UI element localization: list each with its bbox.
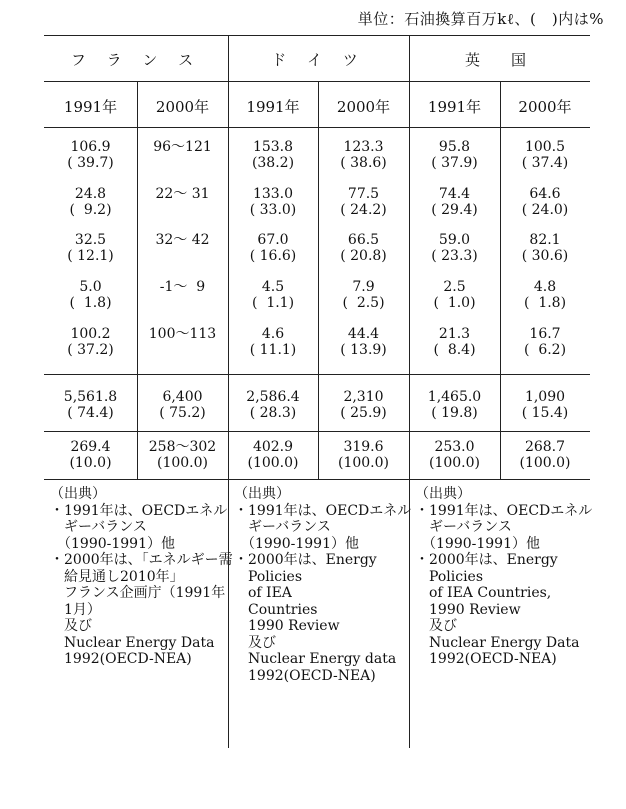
- cell-r0-uk00: 100.5 ( 37.4): [521, 139, 569, 171]
- year-de-2000: 2000年: [336, 98, 391, 116]
- cell-r0-uk91: 95.8 ( 37.9): [431, 139, 478, 171]
- cell-r4-de00: 44.4 ( 13.9): [340, 326, 387, 358]
- cell-r3-de91: 4.5 ( 1.1): [251, 279, 295, 311]
- country-france: フ ラ ン ス: [70, 51, 202, 69]
- cell-total-uk91: 253.0 (100.0): [428, 439, 480, 471]
- rule-years: [44, 127, 590, 128]
- cell-r3-uk00: 4.8 ( 1.8): [523, 279, 567, 311]
- cell-r2-fr00: 32～ 42: [155, 232, 210, 248]
- cell-total2-uk91: 1,465.0 ( 19.8): [427, 389, 482, 421]
- cell-r1-uk00: 64.6 ( 24.0): [521, 186, 569, 218]
- cell-r0-fr00: 96～121: [153, 139, 212, 155]
- source-germany: （出典） ・1991年は、OECDエネル ギーバランス （1990-1991）他 ・2000年は、Energy Policies of IEA Countries 1990 Review 及び Nuclear Energy data 1992(OECD-NEA): [234, 486, 412, 684]
- rule-body-end: [44, 374, 590, 375]
- rule-country: [44, 81, 590, 82]
- cell-r1-uk91: 74.4 ( 29.4): [431, 186, 478, 218]
- rule-top: [44, 35, 590, 36]
- cell-r1-fr91: 24.8 ( 9.2): [69, 186, 112, 218]
- cell-total2-fr91: 5,561.8 ( 74.4): [63, 389, 118, 421]
- year-uk-1991: 1991年: [427, 98, 482, 116]
- cell-r0-fr91: 106.9 ( 39.7): [67, 139, 114, 171]
- cell-total-fr91: 269.4 (10.0): [69, 439, 112, 471]
- cell-total2-uk00: 1,090 ( 15.4): [521, 389, 569, 421]
- source-france: （出典） ・1991年は、OECDエネル ギーバランス （1990-1991）他 ・2000年は、「エネルギー需 給見通し2010年」 フランス企画庁（1991年 1月） 及び Nuclear Energy Data 1992(OECD-NEA): [50, 486, 233, 667]
- year-uk-2000: 2000年: [518, 98, 572, 116]
- cell-r3-fr00: -1～ 9: [159, 279, 206, 295]
- source-uk: （出典） ・1991年は、OECDエネル ギーバランス （1990-1991）他 ・2000年は、Energy Policies of IEA Countries, 1990 Review 及び Nuclear Energy Data 1992(OECD-NEA): [415, 486, 593, 667]
- cell-r0-de00: 123.3 ( 38.6): [340, 139, 387, 171]
- cell-r3-fr91: 5.0 ( 1.8): [69, 279, 112, 311]
- cell-total2-fr00: 6,400 ( 75.2): [159, 389, 206, 421]
- cell-r2-fr91: 32.5 ( 12.1): [67, 232, 114, 264]
- unit-note: 単位：石油換算百万kℓ、( )内は%: [357, 10, 604, 28]
- cell-total-uk00: 268.7 (100.0): [519, 439, 571, 471]
- cell-r4-uk00: 16.7 ( 6.2): [523, 326, 567, 358]
- rule-total-end: [44, 479, 590, 480]
- cell-r2-de00: 66.5 ( 20.8): [340, 232, 387, 264]
- cell-r4-fr00: 100～113: [148, 326, 217, 342]
- cell-r4-uk91: 21.3 ( 8.4): [433, 326, 476, 358]
- cell-total2-de00: 2,310 ( 25.9): [340, 389, 387, 421]
- year-fr-2000: 2000年: [155, 98, 210, 116]
- cell-r2-uk91: 59.0 ( 23.3): [431, 232, 478, 264]
- cell-r2-uk00: 82.1 ( 30.6): [521, 232, 569, 264]
- cell-r2-de91: 67.0 ( 16.6): [249, 232, 297, 264]
- cell-r4-fr91: 100.2 ( 37.2): [67, 326, 114, 358]
- cell-total2-de91: 2,586.4 ( 28.3): [246, 389, 300, 421]
- year-de-1991: 1991年: [246, 98, 300, 116]
- cell-total-de00: 319.6 (100.0): [337, 439, 389, 471]
- cell-r0-de91: 153.8 (38.2): [251, 139, 295, 171]
- country-germany: ド イ ツ: [271, 51, 366, 69]
- country-uk: 英 国: [464, 51, 534, 69]
- cell-r4-de91: 4.6 ( 11.1): [249, 326, 297, 358]
- year-fr-1991: 1991年: [63, 98, 118, 116]
- cell-r1-fr00: 22～ 31: [155, 186, 210, 202]
- cell-total-fr00: 258～302 (100.0): [148, 439, 217, 471]
- cell-total-de91: 402.9 (100.0): [247, 439, 299, 471]
- cell-r3-de00: 7.9 ( 2.5): [342, 279, 385, 311]
- cell-r1-de91: 133.0 ( 33.0): [249, 186, 297, 218]
- cell-r1-de00: 77.5 ( 24.2): [340, 186, 387, 218]
- cell-r3-uk91: 2.5 ( 1.0): [433, 279, 476, 311]
- rule-total2-end: [44, 431, 590, 432]
